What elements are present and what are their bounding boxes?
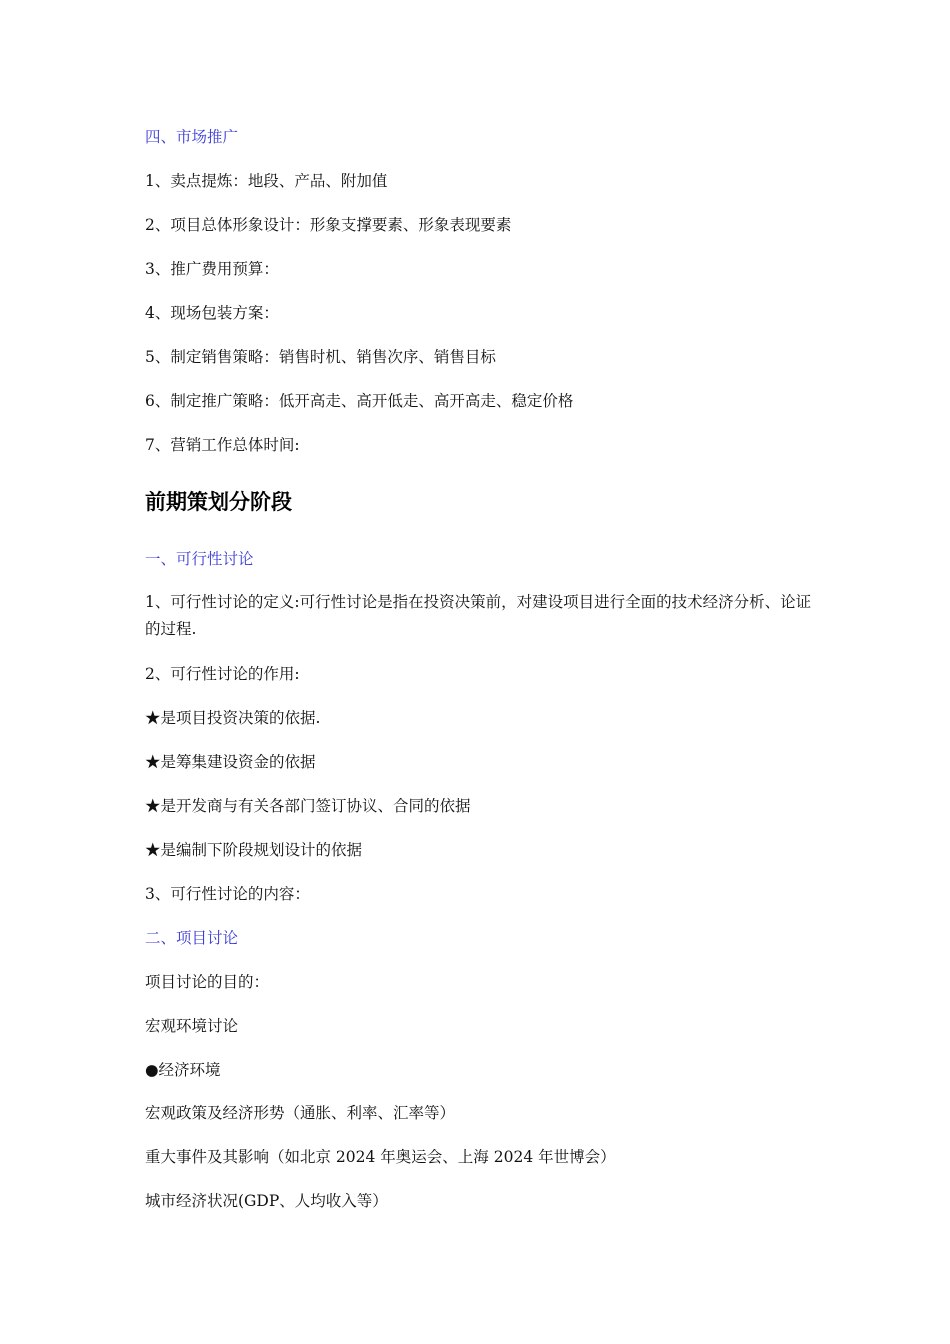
- feasibility-role-4: ★是编制下阶段规划设计的依据: [145, 841, 363, 859]
- marketing-item-5: 5、制定销售策略：销售时机、销售次序、销售目标: [145, 348, 496, 366]
- feasibility-role-title: 2、可行性讨论的作用:: [145, 665, 300, 683]
- feasibility-role-1: ★是项目投资决策的依据.: [145, 709, 321, 727]
- marketing-item-1: 1、卖点提炼：地段、产品、附加值: [145, 172, 388, 190]
- section-title-feasibility: 一、可行性讨论: [145, 550, 254, 568]
- marketing-item-4: 4、现场包装方案：: [145, 304, 279, 322]
- feasibility-role-3: ★是开发商与有关各部门签订协议、合同的依据: [145, 797, 471, 815]
- project-macro: 宏观环境讨论: [145, 1017, 239, 1035]
- marketing-item-6: 6、制定推广策略：低开高走、高开低走、高开高走、稳定价格: [145, 392, 574, 410]
- marketing-item-3: 3、推广费用预算：: [145, 260, 279, 278]
- feasibility-role-2: ★是筹集建设资金的依据: [145, 753, 316, 771]
- section-title-project: 二、项目讨论: [145, 929, 239, 947]
- project-line-2: 重大事件及其影响（如北京 2024 年奥运会、上海 2024 年世博会）: [145, 1148, 616, 1166]
- marketing-item-2: 2、项目总体形象设计：形象支撑要素、形象表现要素: [145, 216, 512, 234]
- phase-heading: 前期策划分阶段: [145, 489, 292, 514]
- project-economy: ●经济环境: [145, 1061, 221, 1079]
- project-line-3: 城市经济状况(GDP、人均收入等）: [145, 1192, 388, 1210]
- project-line-1: 宏观政策及经济形势（通胀、利率、汇率等）: [145, 1104, 456, 1122]
- feasibility-content-title: 3、可行性讨论的内容：: [145, 885, 310, 903]
- project-purpose: 项目讨论的目的：: [145, 973, 270, 991]
- feasibility-definition: 1、可行性讨论的定义:可行性讨论是指在投资决策前，对建设项目进行全面的技术经济分析、论证的过程.: [145, 593, 812, 638]
- marketing-item-7: 7、营销工作总体时间:: [145, 436, 300, 454]
- section-title-marketing: 四、市场推广: [145, 128, 239, 146]
